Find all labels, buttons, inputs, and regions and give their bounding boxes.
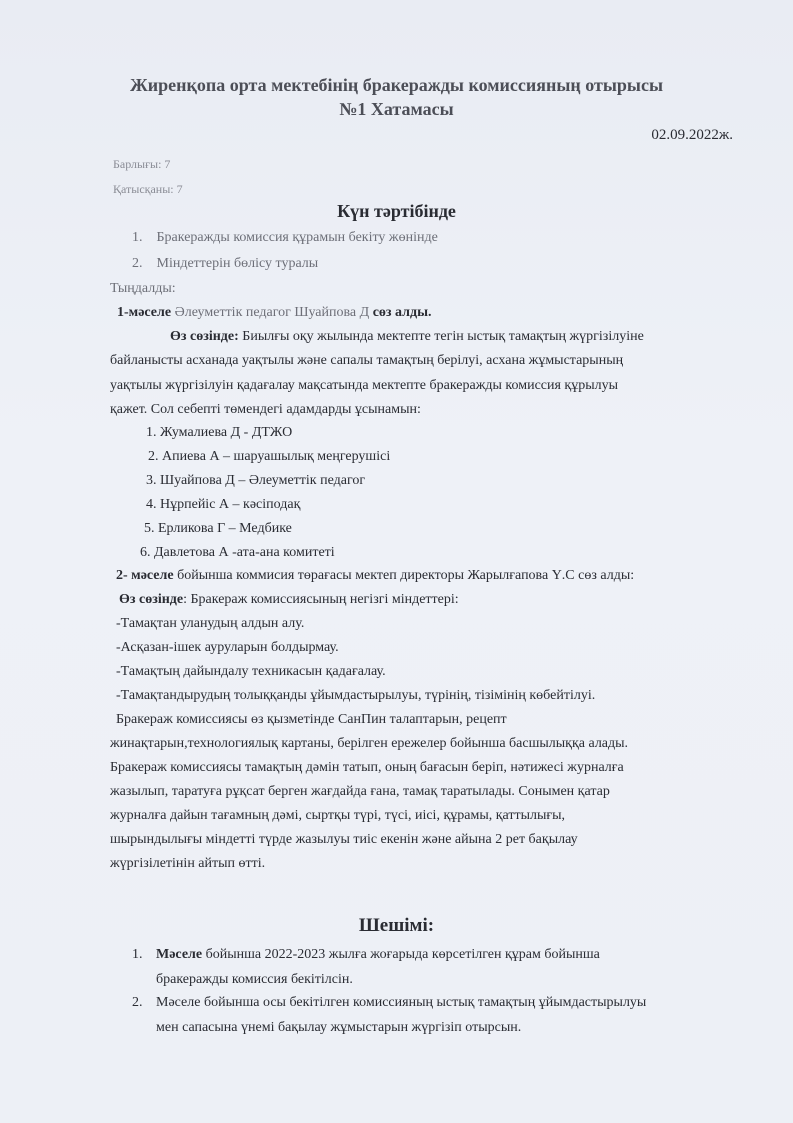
member-item: 5. Ерликова Г – Медбике [144,521,292,536]
issue2-text-line: журналға дайын тағамның дәмі, сыртқы түрі, түсі, иісі, құрамы, қаттылығы, [110,808,566,823]
member-item: 2. Апиева А – шаруашылық меңгерушісі [148,449,391,464]
issue2-text-line: Бракераж комиссиясы өз қызметінде СанПин талаптарын, рецепт [116,712,507,727]
issue2-text-line: жинақтарын,технологиялық картаны, берілген ережелер бойынша басшылыққа алады. [110,736,629,751]
agenda-heading: Күн тәртібінде [337,201,456,221]
decision-item [132,990,646,1040]
decision-item [132,942,600,992]
agenda-item-number: 1. [132,230,143,245]
decision-text: Мәселе бойынша осы бекітілген комиссияның ыстық тамақтың ұйымдастырылуы [156,995,647,1010]
decision-text-cont: мен сапасына үнемі бақылау жұмыстарын жүргізіп отырсын. [156,1020,522,1035]
decision-bold: Мәселе [156,947,203,962]
issue1-text-part: Биылғы оқу жылында мектепте тегін ыстық тамақтың жүргізілуіне [238,329,644,344]
issue2-rest: бойынша коммисия төрағасы мектеп директоры Жарылғапова Ү.С сөз алды: [173,568,635,583]
duty-item: -Асқазан-ішек ауруларын болдырмау. [116,640,339,655]
issue1-speech: сөз алды. [372,305,432,320]
issue2-own-word-rest: : Бракераж комиссиясының негізгі міндеттері: [183,592,459,607]
issue2-label: 2- мәселе [116,568,174,583]
total-count: Барлығы: 7 [113,157,171,171]
duty-item: -Тамақтан уланудың алдын алу. [116,616,305,631]
agenda-item [132,256,318,272]
issue1-label: 1-мәселе [117,305,172,320]
own-word-label: Өз сөзінде [119,592,184,607]
issue2-own-word [119,591,459,609]
issue2-text-line: шырындылығы міндетті түрде жазылуы тиіс екенін және айына 2 рет бақылау [110,832,578,847]
issue1-text-line: қажет. Сол себепті төмендегі адамдарды ұсынамын: [110,402,421,417]
own-word-label: Өз сөзінде: [170,329,239,344]
issue2-header [116,567,634,585]
member-item: 1. Жумалиева Д - ДТЖО [146,425,293,440]
issue2-text-line: жүргізілетінін айтып өтті. [110,856,266,871]
member-item: 4. Нұрпейіс А – кәсіподақ [146,497,301,512]
member-item: 3. Шуайпова Д – Әлеуметтік педагог [146,473,366,488]
decision-text: бойынша 2022-2023 жылға жоғарыда көрсетілген құрам бойынша [202,947,600,962]
decision-number: 1. [132,947,143,962]
decision-number: 2. [132,995,143,1010]
issue1-text-line: байланысты асханада уақтылы және сапалы тамақтың берілуі, асхана жұмыстарының [110,353,624,368]
member-item: 6. Давлетова А -ата-ана комитеті [140,545,335,560]
issue1-text-line [170,328,644,346]
document-title: Жиренқопа орта мектебінің бракеражды комиссияның отырысы [129,75,664,95]
agenda-item [132,230,438,246]
issue2-text-line: жазылып, таратуға рұқсат берген жағдайда ғана, тамақ таратылады. Сонымен қатар [110,784,610,799]
agenda-item-text: Міндеттерін бөлісу туралы [156,256,319,271]
duty-item: -Тамақтандырудың толыққанды ұйымдастырылуы, түрінің, тізімінің көбейтілуі. [116,688,596,703]
present-count: Қатысқаны: 7 [113,182,183,196]
duty-item: -Тамақтың дайындалу техникасын қадағалау. [116,664,386,679]
heard-label: Тыңдалды: [110,281,176,296]
decision-text-cont: бракеражды комиссия бекітілсін. [156,972,353,987]
agenda-item-number: 2. [132,256,143,271]
issue1-header [117,304,432,322]
issue1-speaker: Әлеуметтік педагог Шуайпова Д [171,305,373,320]
issue1-text-line: уақтылы жүргізілуін қадағалау мақсатында мектепте бракеражды комиссия құрылуы [110,378,619,393]
agenda-item-text: Бракеражды комиссия құрамын бекіту жөнінде [156,230,438,245]
decision-heading: Шешімі: [358,915,435,936]
protocol-number: №1 Хатамасы [339,99,454,119]
issue2-text-line: Бракераж комиссиясы тамақтың дәмін татып, оның бағасын беріп, нәтижесі журналға [110,760,624,775]
document-date: 02.09.2022ж. [651,127,733,143]
